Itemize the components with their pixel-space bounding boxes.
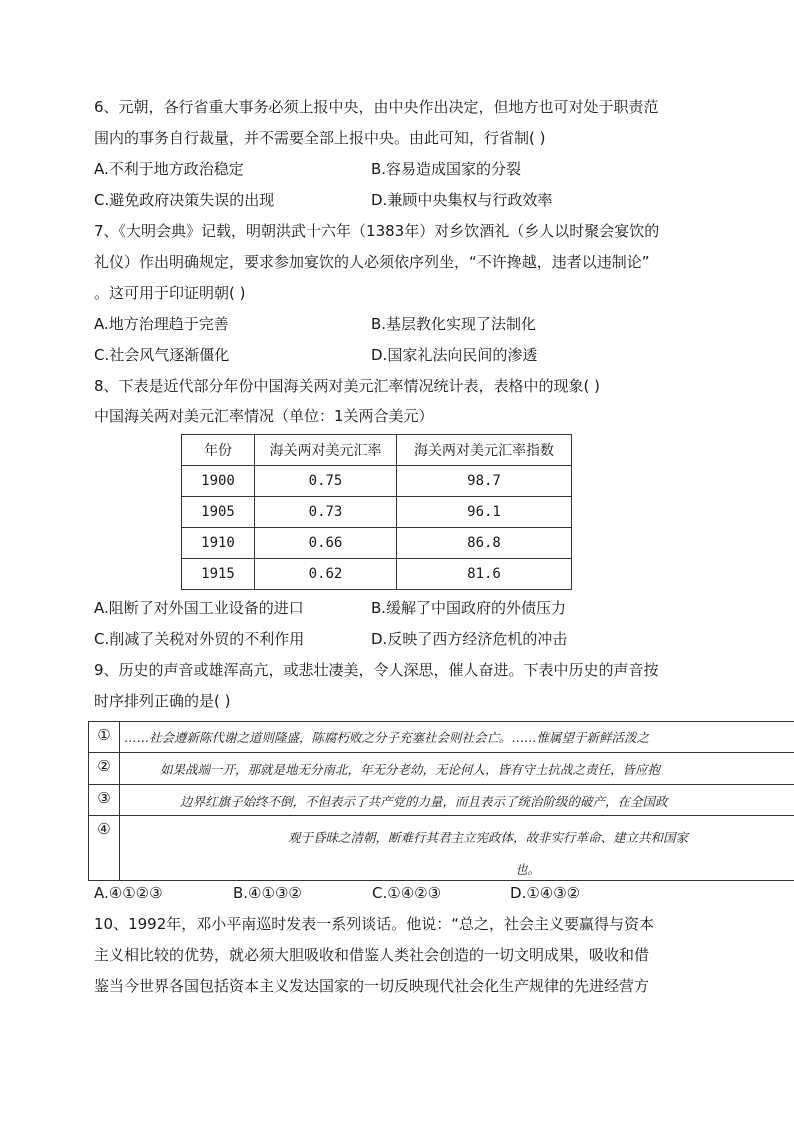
q6-stem-line1: 6、元朝，各行省重大事务必须上报中央，由中央作出决定，但地方也可对处于职责范	[94, 98, 659, 116]
voice-text: 边界红旗子始终不倒，不但表示了共产党的力量，而且表示了统治阶级的破产，在全国政	[180, 794, 668, 809]
q7-option-a[interactable]: A.地方治理趋于完善	[94, 315, 229, 333]
table-cell: 0.66	[255, 528, 397, 559]
table-row	[182, 497, 572, 528]
table-header-rate: 海关两对美元汇率	[255, 435, 397, 466]
q8-option-b[interactable]: B.缓解了中国政府的外债压力	[371, 599, 567, 617]
voice-number: ④	[89, 816, 120, 880]
q7-stem-line3: 。这可用于印证明朝( )	[94, 284, 246, 302]
table-row	[89, 753, 794, 785]
q9-option-c[interactable]: C.①④②③	[372, 884, 442, 902]
voice-text: 观于昏昧之清朝，断难行其君主立宪政体，故非实行革命、建立共和国家	[288, 830, 689, 845]
q7-option-c[interactable]: C.社会风气逐渐僵化	[94, 346, 230, 364]
table-header-row	[182, 435, 572, 466]
table-row	[182, 466, 572, 497]
history-voices-table	[88, 721, 794, 881]
q7-stem-line1: 7、《大明会典》记载，明朝洪武十六年（1383年）对乡饮酒礼（乡人以时聚会宴饮的	[94, 222, 660, 240]
q9-stem-line2: 时序排列正确的是( )	[94, 692, 231, 710]
q9-option-d[interactable]: D.①④③②	[510, 884, 581, 902]
q6-option-d[interactable]: D.兼顾中央集权与行政效率	[371, 191, 553, 209]
table-header-year: 年份	[182, 435, 255, 466]
table-cell: 86.8	[397, 528, 572, 559]
table-cell: 0.73	[255, 497, 397, 528]
q8-option-d[interactable]: D.反映了西方经济危机的冲击	[371, 630, 568, 648]
q8-option-c[interactable]: C.削减了关税对外贸的不利作用	[94, 630, 305, 648]
table-row	[182, 528, 572, 559]
table-cell: 81.6	[397, 559, 572, 590]
voice-text: ……社会遵新陈代谢之道则隆盛，陈腐朽败之分子充塞社会则社会亡。……惟属望于新鲜活泼之	[124, 730, 650, 745]
table-row	[182, 559, 572, 590]
q8-table-caption: 中国海关两对美元汇率情况（单位：1关两合美元）	[94, 407, 434, 425]
q6-stem-line2: 围内的事务自行裁量，并不需要全部上报中央。由此可知，行省制( )	[94, 129, 546, 147]
q7-option-b[interactable]: B.基层教化实现了法制化	[371, 315, 537, 333]
table-cell: 0.62	[255, 559, 397, 590]
q9-stem-line1: 9、历史的声音或雄浑高亢，或悲壮凄美，令人深思，催人奋进。下表中历史的声音按	[94, 661, 659, 679]
voice-number: ①	[89, 722, 120, 752]
table-cell: 0.75	[255, 466, 397, 497]
voice-text-block	[120, 816, 794, 880]
q8-option-a[interactable]: A.阻断了对外国工业设备的进口	[94, 599, 304, 617]
q9-option-a[interactable]: A.④①②③	[94, 884, 163, 902]
q6-option-c[interactable]: C.避免政府决策失误的出现	[94, 191, 275, 209]
voice-number: ②	[89, 753, 120, 784]
q7-option-d[interactable]: D.国家礼法向民间的渗透	[371, 346, 538, 364]
q6-option-a[interactable]: A.不利于地方政治稳定	[94, 160, 244, 178]
voice-number: ③	[89, 785, 120, 815]
table-row	[89, 722, 794, 753]
table-cell: 1910	[182, 528, 255, 559]
q10-stem-line2: 主义相比较的优势，就必须大胆吸收和借鉴人类社会创造的一切文明成果，吸收和借	[94, 946, 650, 964]
q6-option-b[interactable]: B.容易造成国家的分裂	[371, 160, 522, 178]
table-cell: 96.1	[397, 497, 572, 528]
table-cell: 98.7	[397, 466, 572, 497]
q10-stem-line3: 鉴当今世界各国包括资本主义发达国家的一切反映现代社会化生产规律的先进经营方	[94, 977, 650, 995]
table-row	[89, 785, 794, 816]
q9-option-b[interactable]: B.④①③②	[233, 884, 302, 902]
table-row	[89, 816, 794, 880]
voice-text: 如果战端一开，那就是地无分南北，年无分老幼，无论何人，皆有守土抗战之责任，皆应抱	[160, 762, 661, 777]
voice-text-continued: 也。	[515, 862, 541, 877]
exchange-rate-table	[181, 434, 572, 590]
table-cell: 1915	[182, 559, 255, 590]
table-cell: 1900	[182, 466, 255, 497]
q10-stem-line1: 10、1992年，邓小平南巡时发表一系列谈话。他说：“总之，社会主义要赢得与资本	[94, 915, 655, 933]
q7-stem-line2: 礼仪）作出明确规定，要求参加宴饮的人必须依序列坐，“不许搀越，违者以违制论”	[94, 253, 650, 271]
table-cell: 1905	[182, 497, 255, 528]
table-header-index: 海关两对美元汇率指数	[397, 435, 572, 466]
q8-stem: 8、下表是近代部分年份中国海关两对美元汇率情况统计表，表格中的现象( )	[94, 377, 601, 395]
